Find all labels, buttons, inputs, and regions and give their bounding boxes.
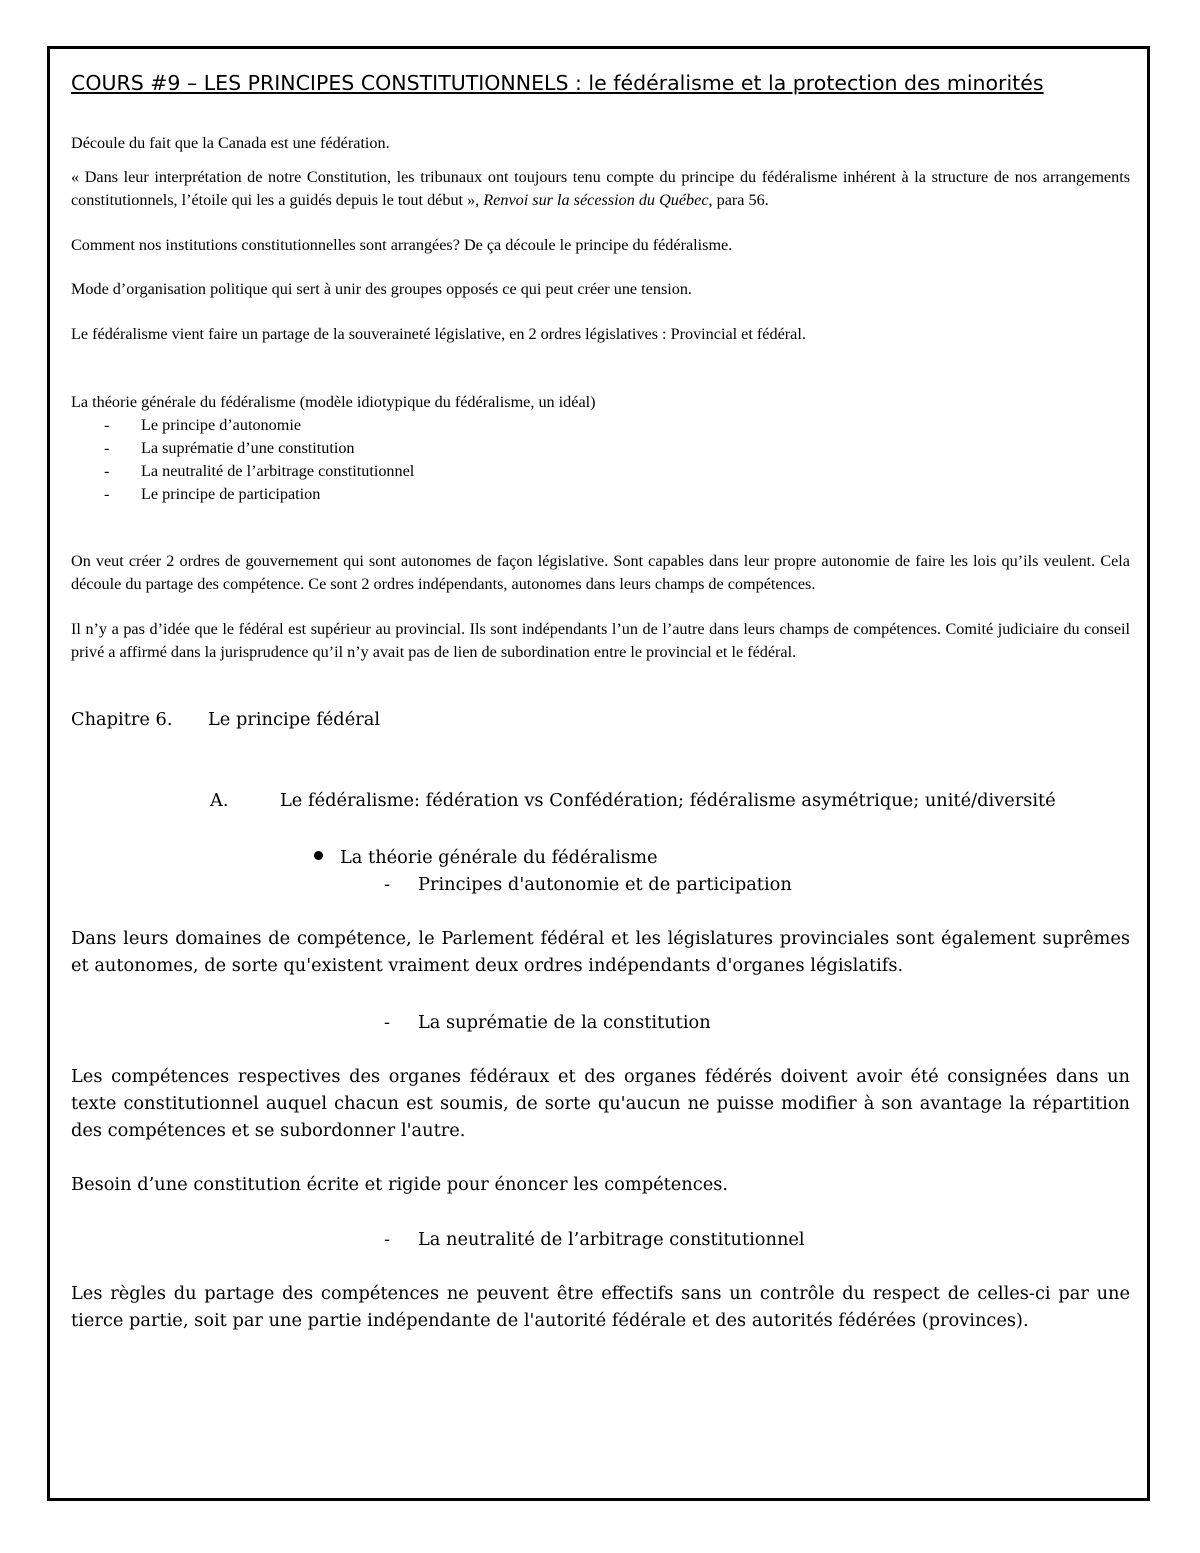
paragraph-orders: On veut créer 2 ordres de gouvernement qui sont autonomes de façon législative. Sont capables dans leur propre autonomie de faire les lois qu’ils veulent. Cela découle du partage des compétence. Ce sont 2 ordres indépendants, autonomes dans leurs champs de compétences. [71,552,1130,593]
paragraph-institutions: Comment nos institutions constitutionnelles sont arrangées? De ça découle le principe du fédéralisme. [71,236,733,254]
bullet-item [71,844,1130,871]
bullet-icon [314,851,323,860]
subheading-autonomy: - Principes d'autonomie et de participation [384,874,792,895]
section-title: Le fédéralisme: fédération vs Confédération; fédéralisme asymétrique; unité/diversité [280,790,1056,811]
theory-list [71,414,1130,506]
document-title: COURS #9 – LES PRINCIPES CONSTITUTIONNELS : le fédéralisme et la protection des minorités [71,71,1044,95]
quote-text: « Dans leur interprétation de notre Constitution, les tribunaux ont toujours tenu compte du principe du fédéralisme inhérent à la structure de nos arrangements constitutionnels, l’étoile qui les a guidés depuis le tout début », [71,168,1130,209]
section-heading [71,787,1130,814]
paragraph-written-constitution: Besoin d’une constitution écrite et rigide pour énoncer les compétences. [71,1174,729,1195]
paragraph-autonomy: Dans leurs domaines de compétence, le Parlement fédéral et les législatures provinciales sont également suprêmes et autonomes, de sorte qu'existent vraiment deux ordres indépendants d'organes législatifs. [71,928,1130,976]
paragraph-organisation: Mode d’organisation politique qui sert à unir des groupes opposés ce qui peut créer une tension. [71,280,692,298]
quote-ref: , para 56. [708,191,769,209]
paragraph-quote [71,166,1130,212]
subheading-supremacy: - La suprématie de la constitution [384,1012,711,1033]
list-item: - Le principe d’autonomie [104,416,302,434]
subheading-arbitration: - La neutralité de l’arbitrage constitutionnel [384,1229,805,1250]
paragraph-supremacy: Les compétences respectives des organes fédéraux et des organes fédérés doivent avoir été consignées dans un texte constitutionnel auquel chacun est soumis, de sorte qu'aucun ne puisse modifier à son avantage la répartition des compétences et se subordonner l'autre. [71,1066,1130,1141]
list-item: - La neutralité de l’arbitrage constitutionnel [104,462,415,480]
paragraph-sovereignty: Le fédéralisme vient faire un partage de la souveraineté législative, en 2 ordres législatives : Provincial et fédéral. [71,325,806,343]
list-item: - Le principe de participation [104,485,321,503]
chapter-heading [71,706,1130,733]
section-letter: A. [210,790,229,811]
document-body [71,70,1130,1334]
list-item: - La suprématie d’une constitution [104,439,355,457]
bullet-title: La théorie générale du fédéralisme [340,847,658,868]
theory-intro: La théorie générale du fédéralisme (modèle idiotypique du fédéralisme, un idéal) [71,393,596,411]
chapter-number: Chapitre 6. [71,709,173,730]
quote-case: Renvoi sur la sécession du Québec [483,191,709,209]
paragraph-arbitration: Les règles du partage des compétences ne peuvent être effectifs sans un contrôle du respect de celles-ci par une tierce partie, soit par une partie indépendante de l'autorité fédérale et des autorités fédérées (provinces). [71,1283,1130,1331]
paragraph-federation: Découle du fait que la Canada est une fédération. [71,134,390,152]
chapter-title: Le principe fédéral [208,709,381,730]
paragraph-independence: Il n’y a pas d’idée que le fédéral est supérieur au provincial. Ils sont indépendants l’un de l’autre dans leurs champs de compétences. Comité judiciaire du conseil privé a affirmé dans la jurisprudence qu’il n’y avait pas de lien de subordination entre le provincial et le fédéral. [71,620,1130,661]
